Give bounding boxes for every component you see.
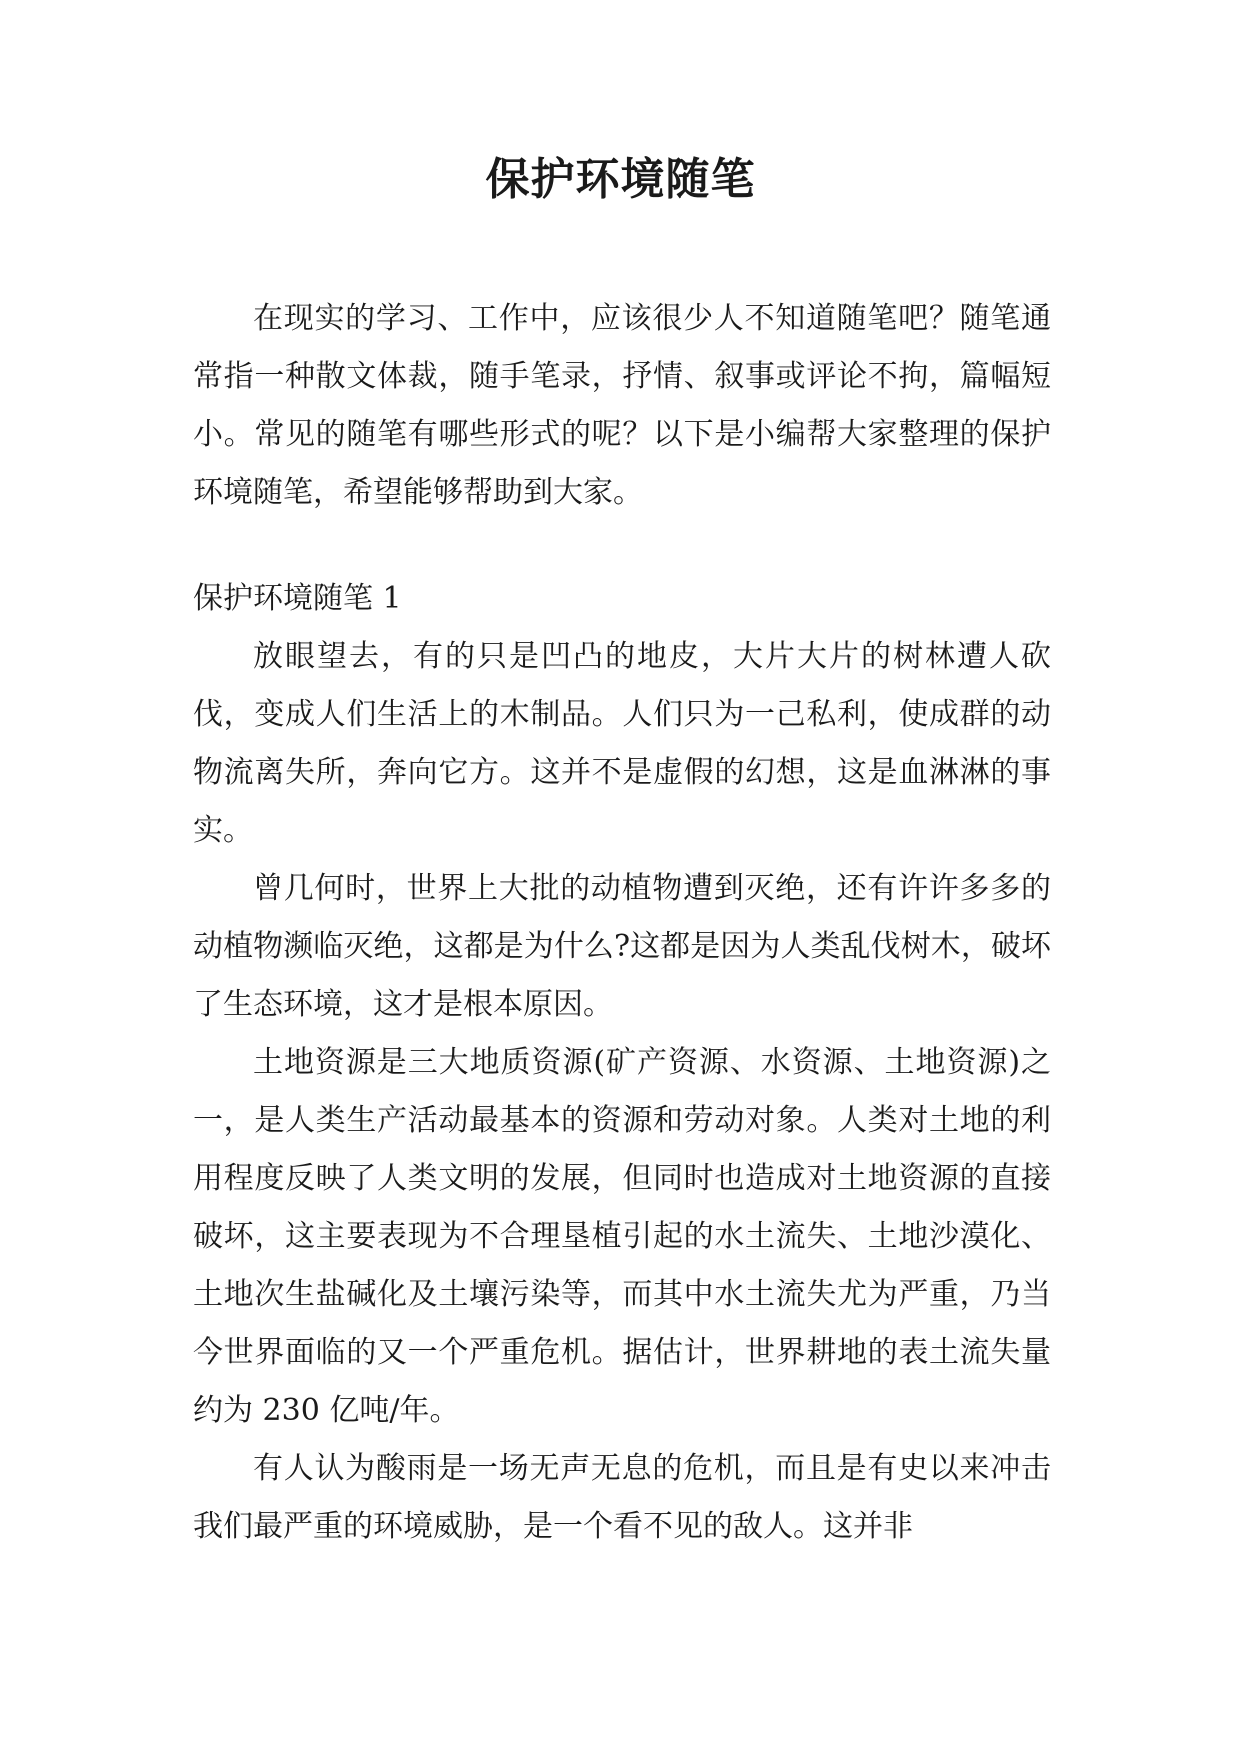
body-paragraph-4: 有人认为酸雨是一场无声无息的危机，而且是有史以来冲击我们最严重的环境威胁，是一个看不见的敌人。这并非 xyxy=(193,1451,1051,1544)
body-paragraph-1: 放眼望去，有的只是凹凸的地皮，大片大片的树林遭人砍伐，变成人们生活上的木制品。人们只为一己私利，使成群的动物流离失所，奔向它方。这并不是虚假的幻想，这是血淋淋的事实。 xyxy=(193,639,1051,848)
body-paragraph-2: 曾几何时，世界上大批的动植物遭到灭绝，还有许许多多的动植物濒临灭绝，这都是为什么?这都是因为人类乱伐树木，破坏了生态环境，这才是根本原因。 xyxy=(193,871,1051,1022)
document-body xyxy=(193,290,1051,1556)
section-heading: 保护环境随笔 1 xyxy=(193,581,402,616)
intro-paragraph: 在现实的学习、工作中，应该很少人不知道随笔吧？随笔通常指一种散文体裁，随手笔录，抒情、叙事或评论不拘，篇幅短小。常见的随笔有哪些形式的呢？以下是小编帮大家整理的保护环境随笔，希望能够帮助到大家。 xyxy=(193,301,1051,510)
document-title: 保护环境随笔 xyxy=(485,154,756,205)
body-paragraph-3: 土地资源是三大地质资源(矿产资源、水资源、土地资源)之一，是人类生产活动最基本的资源和劳动对象。人类对土地的利用程度反映了人类文明的发展，但同时也造成对土地资源的直接破坏，这主要表现为不合理垦植引起的水土流失、土地沙漠化、土地次生盐碱化及土壤污染等，而其中水土流失尤为严重，乃当今世界面临的又一个严重危机。据估计，世界耕地的表土流失量约为 230 亿吨/年。 xyxy=(193,1045,1051,1428)
